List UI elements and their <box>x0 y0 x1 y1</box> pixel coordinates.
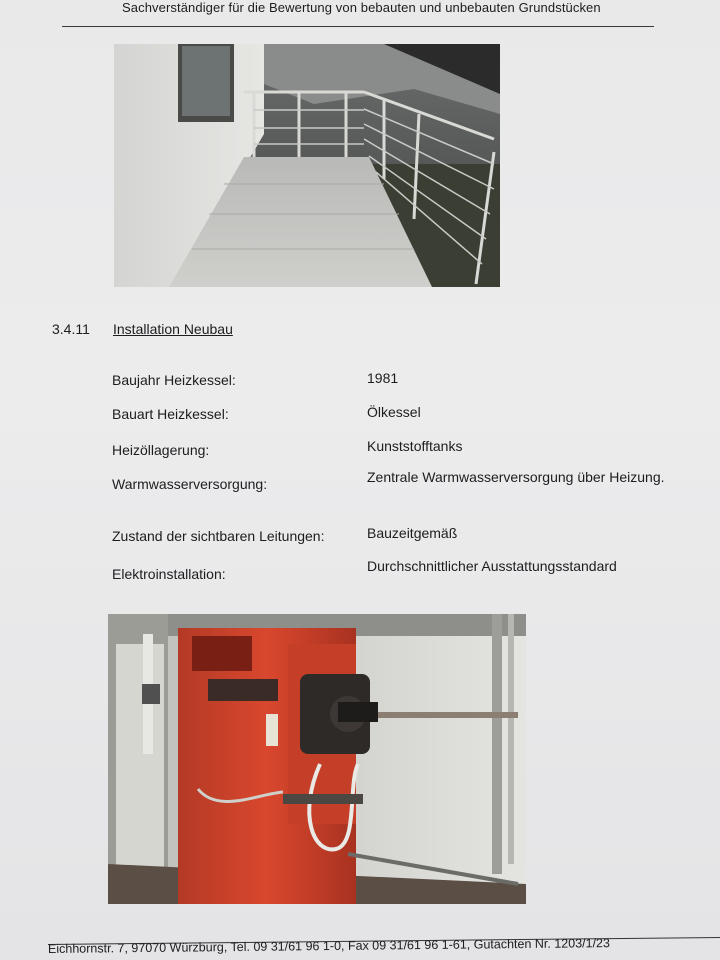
section-number: 3.4.11 <box>52 321 90 337</box>
header-divider <box>62 26 654 27</box>
value-warmwasser: Zentrale Warmwasserversorgung über Heizung. <box>367 469 665 485</box>
terrace-photo <box>114 44 500 287</box>
header-subtitle: Sachverständiger für die Bewertung von bebauten und unbebauten Grundstücken <box>122 0 601 15</box>
value-elektro: Durchschnittlicher Ausstattungsstandard <box>367 558 617 574</box>
label-elektro: Elektroinstallation: <box>112 566 226 582</box>
label-leitungen: Zustand der sichtbaren Leitungen: <box>112 528 325 544</box>
footer-text: Eichhornstr. 7, 97070 Würzburg, Tel. 09 31/61 96 1-0, Fax 09 31/61 96 1-61, Gutachten Nr. 1203/1/23 <box>47 936 610 956</box>
value-baujahr: 1981 <box>367 370 399 386</box>
label-heizoellagerung: Heizöllagerung: <box>112 442 210 458</box>
label-bauart: Bauart Heizkessel: <box>112 406 229 422</box>
boiler-photo <box>108 614 526 904</box>
label-warmwasser: Warmwasserversorgung: <box>112 476 268 492</box>
section-title: Installation Neubau <box>113 321 233 337</box>
value-bauart: Ölkessel <box>367 404 421 420</box>
value-heizoellagerung: Kunststofftanks <box>367 438 463 454</box>
value-leitungen: Bauzeitgemäß <box>367 525 458 541</box>
label-baujahr: Baujahr Heizkessel: <box>112 372 236 388</box>
